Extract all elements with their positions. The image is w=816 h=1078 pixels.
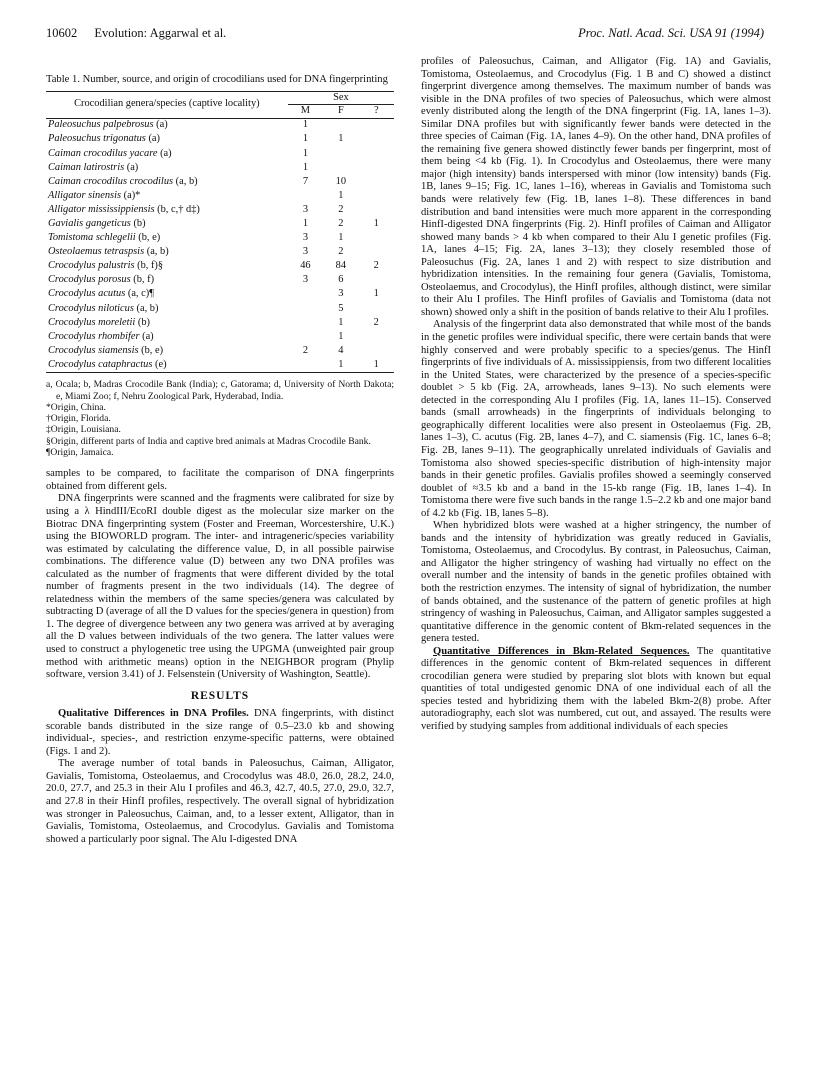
footnote: ¶Origin, Jamaica. (46, 447, 114, 459)
count-q (359, 274, 394, 288)
species-name: Crocodylus cataphractus (48, 358, 153, 370)
count-f: 2 (338, 203, 344, 215)
count-m: 1 (302, 147, 309, 159)
count-m: 1 (302, 119, 309, 131)
locality-code: (b, c,† d‡) (157, 203, 200, 215)
species-cell (46, 245, 288, 259)
species-name: Crocodylus siamensis (48, 344, 139, 356)
count-m: 3 (302, 203, 309, 215)
footnote: ‡Origin, Louisiana. (46, 424, 121, 436)
count-q (359, 175, 394, 189)
left-column (46, 74, 394, 846)
count-q: 1 (373, 358, 379, 370)
count-q: 1 (373, 217, 379, 229)
count-m: 2 (302, 344, 309, 356)
table-row (46, 133, 394, 147)
species-name: Crocodylus acutus (48, 288, 126, 300)
species-name: Crocodylus porosus (48, 274, 131, 286)
footnote: †Origin, Florida. (46, 413, 111, 425)
col-header-species: Crocodilian genera/species (captive locality) (74, 98, 260, 110)
col-header-male: M (300, 105, 311, 117)
count-m: 7 (302, 175, 309, 187)
table-row (46, 203, 394, 217)
locality-code: (a, b) (136, 302, 159, 314)
count-f: 1 (338, 316, 344, 328)
count-m: 3 (302, 246, 309, 258)
count-m: 1 (302, 217, 309, 229)
count-f: 4 (338, 344, 344, 356)
count-f: 1 (338, 133, 344, 145)
section-title: Evolution: Aggarwal et al. (94, 26, 227, 40)
count-q (359, 161, 394, 175)
locality-code: (a, b) (175, 175, 198, 187)
species-name: Alligator sinensis (48, 189, 122, 201)
paragraph-text: The quantitative differences in the genomic content of Bkm-related sequences in different crocodilian genera were studied by preparing slot blots with known but equal quantities of total undigested genomic DNA of one individual each of all the species tested and hybridizing them with the labeled Bkm-2(8) probe. After autoradiography, each slot was numbered, cut out, and assayed. The results were verified by studying samples from additional individuals of each species (421, 645, 771, 732)
table-row (46, 358, 394, 373)
count-m: 1 (302, 161, 309, 173)
locality-code: (a)* (123, 189, 141, 201)
species-cell (46, 133, 288, 147)
table-row (46, 274, 394, 288)
table-1 (46, 74, 394, 458)
locality-code: (a, c)¶ (127, 288, 154, 300)
species-cell (46, 147, 288, 161)
species-name: Gavialis gangeticus (48, 217, 131, 229)
right-column (421, 56, 771, 734)
species-cell (46, 344, 288, 358)
species-name: Crocodylus palustris (48, 260, 135, 272)
species-cell (46, 358, 288, 373)
specimen-table (46, 91, 394, 374)
species-cell (46, 274, 288, 288)
count-f: 3 (338, 288, 344, 300)
species-cell (46, 316, 288, 330)
table-body (46, 118, 394, 373)
table-row (46, 147, 394, 161)
count-m (288, 358, 323, 373)
count-q: 2 (373, 316, 379, 328)
count-f: 1 (338, 232, 344, 244)
count-q (359, 147, 394, 161)
body-paragraph: profiles of Paleosuchus, Caiman, and Alligator (Fig. 1A) and Gavialis, Tomistoma, Osteolaemus, and Crocodylus (Fig. 1 B and C) showed a distinct fingerprint divergence among themselves. The maximum number of bands was visible in the DNA profiles of two species of Paleosuchus, which were almost evenly distributed along the length of the DNA fingerprint (Fig. 1A, lanes 1–3). Similar DNA profiles but with significantly fewer bands were detected in the three species of Caiman (Fig. 1A, lanes 4–9). On the other hand, DNA profiles of the remaining five genera showed distinctly fewer bands per fingerprint, most of them being <4 kb (Fig. 1). In Crocodylus and Osteolaemus, there were many major (high intensity) bands interspersed with minor (low intensity) bands (Fig. 1B, lanes 9–15; Fig. 1C, lanes 1–16), whereas in Gavialis and Tomistoma such bands were relatively few (Fig. 1B, lanes 1–8). These differences in band distribution and band intensities were much more apparent in the corresponding HinfI-digested DNA fingerprints (Fig. 2). HinfI profiles of Caiman and Alligator showed many bands > 4 kb when compared to their Alu I genetic profiles (Fig. 1A, lanes 4–15; Fig. 2A, lanes 3–13); they closely resembled those of Paleosuchus (Fig. 2A, lanes 1 and 2) with respect to size distribution and hybridization intensities. In the remaining four genera (Gavialis, Tomistoma, Osteolaemus, and Crocodylus), the HinfI profiles, although distinct, were similar to their Alu I profiles. The HinfI profiles of Gavialis and Tomistoma (data not shown) showed only a shift in the position of bands relative to their Alu I profiles. (421, 56, 771, 318)
locality-code: (a) (142, 330, 154, 342)
species-name: Paleosuchus trigonatus (48, 133, 146, 145)
locality-code: (b, f) (133, 274, 155, 286)
count-q (359, 302, 394, 316)
species-name: Caiman crocodilus yacare (48, 147, 158, 159)
count-f: 6 (338, 274, 344, 286)
species-name: Osteolaemus tetraspsis (48, 246, 145, 258)
species-cell (46, 217, 288, 231)
count-f: 1 (338, 189, 344, 201)
count-f: 2 (338, 246, 344, 258)
count-f: 1 (338, 358, 344, 370)
count-m: 3 (302, 274, 309, 286)
journal-citation: Proc. Natl. Acad. Sci. USA 91 (1994) (578, 26, 764, 40)
subsection-heading: Qualitative Differences in DNA Profiles. (58, 708, 249, 720)
species-cell (46, 189, 288, 203)
col-header-sex: Sex (288, 91, 394, 105)
body-paragraph (46, 708, 394, 758)
paragraph-text: DNA fingerprints, with distinct scorable bands distributed in the size range of 0.5–23.0 kb and showing individual-, species-, and restriction enzyme-specific patterns, were obtained (Figs. 1 and 2). (46, 708, 394, 757)
species-cell (46, 302, 288, 316)
count-f (323, 118, 358, 133)
locality-code: (a) (148, 133, 160, 145)
table-row (46, 118, 394, 133)
count-m (288, 288, 323, 302)
count-f: 10 (335, 175, 347, 187)
results-heading: RESULTS (190, 689, 250, 702)
species-name: Alligator mississippiensis (48, 203, 155, 215)
table-footnotes (46, 379, 394, 458)
species-name: Caiman crocodilus crocodilus (48, 175, 174, 187)
count-q (359, 203, 394, 217)
species-cell (46, 161, 288, 175)
subsection-heading: Quantitative Differences in Bkm-Related Sequences. (433, 645, 690, 657)
table-row (46, 217, 394, 231)
count-m (288, 189, 323, 203)
species-name: Crocodylus moreletii (48, 316, 136, 328)
table-caption: Table 1. Number, source, and origin of crocodilians used for DNA fingerprinting (46, 74, 388, 85)
footnote: *Origin, China. (46, 401, 106, 413)
count-q (359, 133, 394, 147)
locality-code: (b, e) (141, 344, 164, 356)
locality-code: (a) (160, 147, 172, 159)
locality-code: (a) (126, 161, 139, 173)
locality-code: (b) (133, 217, 146, 229)
locality-code: (e) (155, 358, 167, 370)
count-f (323, 147, 358, 161)
species-cell (46, 175, 288, 189)
table-row (46, 231, 394, 245)
species-cell (46, 118, 288, 133)
locality-code: (a) (156, 119, 168, 131)
species-name: Caiman latirostris (48, 161, 125, 173)
col-header-female: F (337, 105, 344, 117)
locality-code: (b, f)§ (137, 260, 164, 272)
locality-code: (a, b) (146, 246, 169, 258)
count-q (359, 245, 394, 259)
species-cell (46, 231, 288, 245)
table-row (46, 344, 394, 358)
count-q: 2 (373, 260, 379, 272)
count-q (359, 118, 394, 133)
footnote: §Origin, different parts of India and captive bred animals at Madras Crocodile Bank. (46, 435, 371, 447)
body-paragraph (421, 646, 771, 734)
count-m (288, 316, 323, 330)
count-m: 1 (302, 133, 309, 145)
count-m: 46 (300, 260, 311, 272)
footnote: a, Ocala; b, Madras Crocodile Bank (India); c, Gatorama; d, University of North Dakota; e, Miami Zoo; f, Nehru Zoological Park, Hyderabad, India. (46, 379, 394, 402)
species-name: Crocodylus rhombifer (48, 330, 140, 342)
count-m (288, 302, 323, 316)
body-paragraph: Analysis of the fingerprint data also demonstrated that while most of the bands in the genetic profiles were individual specific, there were certain bands that were highly conserved and were probably specific to a species/genus. The HinfI fingerprints of five individuals of A. mississippiensis, from two different localities in the United States, were characterized by the presence of a species-specific doublet > 5 kb (Fig. 2A, arrowheads, lanes 9–13). No such elements were detected in the corresponding Alu I profiles (Fig. 1A, lanes 11–15). Conserved bands (small arrowheads) in the fingerprints of individuals belonging to geographically different localities were also present in Osteolaemus (Fig. 2B, lanes 1–3), C. acutus (Fig. 2B, lanes 4–7), and C. siamensis (Fig. 1C, lanes 6–8; Fig. 2B, lanes 9–11). The geographically unrelated individuals of Gavialis and Tomistoma also showed species-specific distribution of high-intensity major bands in their genetic profiles. Gavialis profiles showed a seemingly conserved doublet of ≈3.5 kb and a band in the 15-kb range (Fig. 1B, lanes 1–4). In Tomistoma there were five such bands in the range 1.5–2.2 kb and one major band of 4.2 kb (Fig. 1B, lanes 5–8). (421, 319, 771, 519)
count-q (359, 231, 394, 245)
locality-code: (b) (137, 316, 150, 328)
species-name: Paleosuchus palpebrosus (48, 119, 154, 131)
body-paragraph: The average number of total bands in Paleosuchus, Caiman, Alligator, Gavialis, Tomistoma, Osteolaemus, and Crocodylus was 48.0, 26.0, 28.2, 24.0, 20.0, 27.7, and 25.3 in their Alu I profiles and 46.3, 42.7, 40.5, 27.0, 29.0, 32.7, and 27.8 in their HinfI profiles, respectively. The overall signal of hybridization was stronger in Paleosuchus, Caiman, and, to a lesser extent, Alligator, than in Gavialis, Tomistoma, Osteolaemus, and Crocodylus. Gavialis and Tomistoma showed a particularly poor signal. The Alu I-digested DNA (46, 758, 394, 845)
count-f: 5 (338, 302, 344, 314)
body-paragraph: samples to be compared, to facilitate the comparison of DNA fingerprints obtained from different gels. (46, 468, 394, 492)
locality-code: (b, e) (138, 232, 161, 244)
species-cell (46, 288, 288, 302)
table-row (46, 245, 394, 259)
table-row (46, 302, 394, 316)
species-name: Tomistoma schlegelii (48, 232, 136, 244)
count-m (288, 330, 323, 344)
count-f: 84 (335, 260, 347, 272)
page-header (46, 26, 764, 44)
table-row (46, 330, 394, 344)
body-paragraph: DNA fingerprints were scanned and the fragments were calibrated for size by using a λ HindIII/EcoRI double digest as the molecular size marker on the Biotrac DNA fingerprinting system (Foster and Freeman, Worcestershire, U.K.) using the BIOWORLD program. The inter- and intrageneric/species variability was estimated by calculating the difference value, D, in all possible pairwise combinations. The difference value (D) between any two DNA profiles was calculated as the number of fragments that were different divided by the total number of fragments present in the two individuals (14). The degree of relatedness within the members of the same species/genera was calculated by subtracting D (average of all the D values for the species/genera in question) from 1. The degree of divergence between any two genera was arrived at by averaging all the D values between individuals of the two genera. The latter values were used to construct a phylogenetic tree using the UPGMA (unweighted pair group method with arithmetic means) option in the NEIGHBOR program (Phylip software, version 3.41) of J. Felsenstein (University of Washington, Seattle). (46, 493, 394, 681)
count-f: 2 (338, 217, 344, 229)
table-row (46, 189, 394, 203)
col-header-unknown: ? (373, 105, 379, 117)
table-row (46, 259, 394, 273)
table-row (46, 316, 394, 330)
count-q (359, 344, 394, 358)
count-q (359, 189, 394, 203)
count-f: 1 (338, 330, 344, 342)
count-q: 1 (373, 288, 379, 300)
count-f (323, 161, 358, 175)
table-row (46, 175, 394, 189)
body-paragraph: When hybridized blots were washed at a higher stringency, the number of bands and the intensity of hybridization was greatly reduced in Gavialis, Tomistoma, Osteolaemus, and Crocodylus. By contrast, in Paleosuchus, Caiman, and Alligator the higher stringency of washing had virtually no effect on the overall number and the intensity of bands in the genetic profiles obtained with both the restriction enzymes. The intensity of signal of hybridization, the number of bands obtained, and the sustenance of the pattern of genetic profiles at high stringency of washing in Paleosuchus, Caiman, and Alligator samples suggested a quantitative difference in the genomic content of Bkm-related sequences in the genera tested. (421, 520, 771, 645)
table-row (46, 288, 394, 302)
species-cell (46, 203, 288, 217)
table-row (46, 161, 394, 175)
species-name: Crocodylus niloticus (48, 302, 134, 314)
count-m: 3 (302, 232, 309, 244)
count-q (359, 330, 394, 344)
species-cell (46, 259, 288, 273)
page-number: 10602 (46, 26, 78, 40)
species-cell (46, 330, 288, 344)
